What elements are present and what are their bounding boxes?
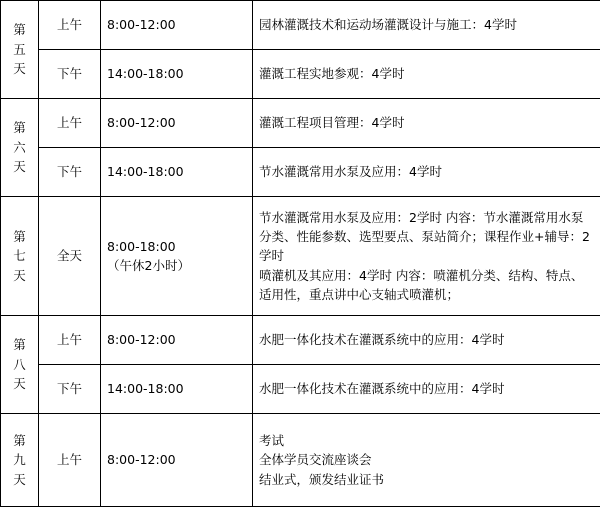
time-range-cell (101, 99, 253, 148)
course-content-line: 节水灌溉常用水泵及应用：2学时 内容：节水灌溉常用水泵分类、性能参数、选型要点、泵站简介；课程作业+辅导：2学时 (259, 208, 594, 266)
course-content-line: 水肥一体化技术在灌溉系统中的应用：4学时 (259, 330, 594, 349)
day-label-char: 六 (7, 138, 32, 157)
time-range-cell (101, 148, 253, 197)
course-content-cell (253, 1, 600, 50)
day-label-char: 八 (7, 355, 32, 374)
course-content-line: 结业式，颁发结业证书 (259, 470, 594, 489)
day-label-cell (1, 1, 39, 99)
time-range-text: 14:00-18:00 (107, 64, 246, 83)
table-row (1, 197, 600, 316)
time-range-text: 8:00-12:00 (107, 113, 246, 132)
course-content-line: 考试 (259, 431, 594, 450)
day-label-char: 第 (7, 335, 32, 354)
time-range-cell (101, 414, 253, 507)
course-content-cell (253, 148, 600, 197)
day-label-char: 天 (7, 374, 32, 393)
course-content-cell (253, 316, 600, 365)
course-content-cell (253, 197, 600, 316)
session-part-cell: 上午 (39, 99, 101, 148)
day-label-char: 第 (7, 431, 32, 450)
course-content-line: 灌溉工程项目管理：4学时 (259, 113, 594, 132)
time-range-cell (101, 316, 253, 365)
day-label-char: 九 (7, 450, 32, 469)
session-part-cell: 上午 (39, 414, 101, 507)
course-content-line: 园林灌溉技术和运动场灌溉设计与施工：4学时 (259, 15, 594, 34)
time-range-text: 14:00-18:00 (107, 162, 246, 181)
course-content-cell (253, 414, 600, 507)
day-label-cell (1, 197, 39, 316)
course-content-line: 全体学员交流座谈会 (259, 450, 594, 469)
session-part-cell: 下午 (39, 50, 101, 99)
day-label-char: 第 (7, 118, 32, 137)
day-label-char: 五 (7, 40, 32, 59)
day-label-char: 七 (7, 246, 32, 265)
table-row (1, 365, 600, 414)
table-row (1, 50, 600, 99)
day-label-cell (1, 414, 39, 507)
day-label-char: 天 (7, 266, 32, 285)
day-label-char: 第 (7, 227, 32, 246)
course-content-line: 水肥一体化技术在灌溉系统中的应用：4学时 (259, 379, 594, 398)
time-range-cell (101, 1, 253, 50)
day-label-char: 天 (7, 157, 32, 176)
course-content-line: 灌溉工程实地参观：4学时 (259, 64, 594, 83)
time-range-text: 8:00-18:00 (107, 237, 246, 256)
day-label-cell (1, 316, 39, 414)
session-part-cell: 下午 (39, 148, 101, 197)
table-row (1, 414, 600, 507)
time-range-cell (101, 365, 253, 414)
course-content-cell (253, 365, 600, 414)
course-content-cell (253, 50, 600, 99)
day-label-cell (1, 99, 39, 197)
time-range-text: 8:00-12:00 (107, 330, 246, 349)
day-label-char: 第 (7, 20, 32, 39)
course-content-line: 喷灌机及其应用：4学时 内容：喷灌机分类、结构、特点、适用性，重点讲中心支轴式喷灌机； (259, 266, 594, 305)
time-range-note: （午休2小时） (107, 256, 246, 275)
day-label-char: 天 (7, 470, 32, 489)
session-part-cell: 上午 (39, 1, 101, 50)
session-part-cell: 上午 (39, 316, 101, 365)
time-range-text: 8:00-12:00 (107, 450, 246, 469)
table-row (1, 316, 600, 365)
session-part-cell: 全天 (39, 197, 101, 316)
time-range-cell (101, 197, 253, 316)
table-row (1, 148, 600, 197)
course-content-cell (253, 99, 600, 148)
time-range-text: 14:00-18:00 (107, 379, 246, 398)
schedule-table-body (1, 1, 600, 507)
course-content-line: 节水灌溉常用水泵及应用：4学时 (259, 162, 594, 181)
time-range-text: 8:00-12:00 (107, 15, 246, 34)
table-row (1, 1, 600, 50)
session-part-cell: 下午 (39, 365, 101, 414)
day-label-char: 天 (7, 59, 32, 78)
time-range-cell (101, 50, 253, 99)
table-row (1, 99, 600, 148)
